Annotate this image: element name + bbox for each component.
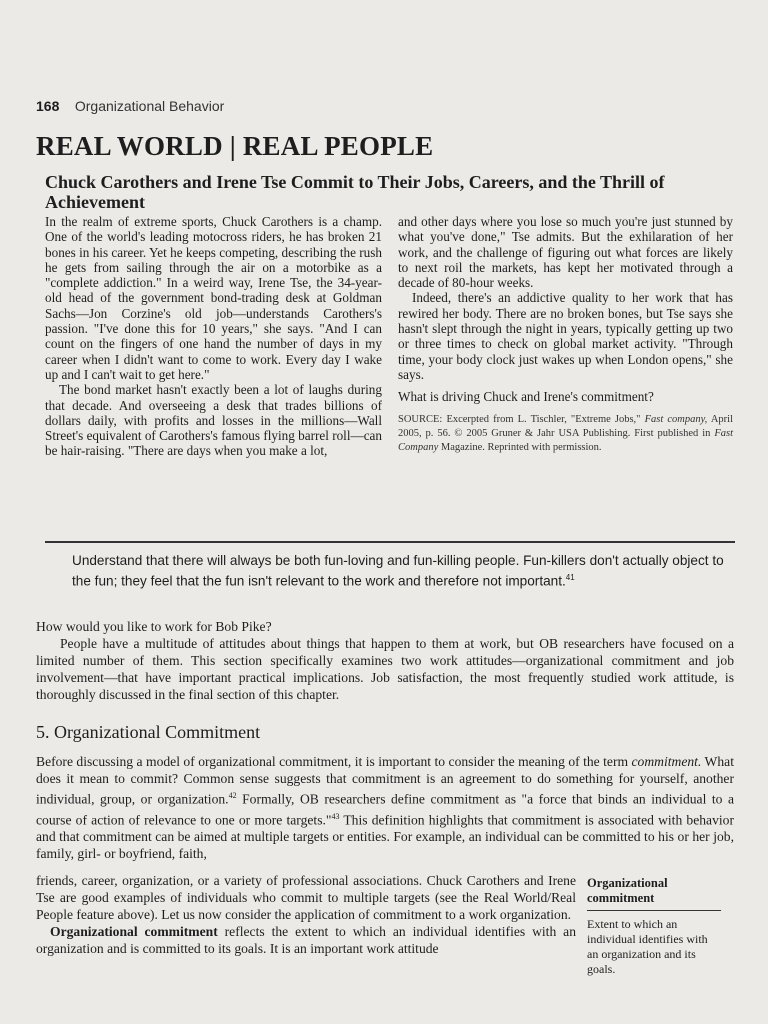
feature-right-column <box>398 214 733 455</box>
feature-subtitle: Chuck Carothers and Irene Tse Commit to Their Jobs, Careers, and the Thrill of Achievement <box>45 172 665 212</box>
margin-term: Organizational commitment <box>587 876 721 911</box>
section-body <box>36 753 734 862</box>
feature-divider <box>45 541 735 543</box>
publication-name: Fast Company <box>398 427 733 453</box>
section-intro <box>36 618 734 703</box>
feature-paragraph: In the realm of extreme sports, Chuck Carothers is a champ. One of the world's leading motocross riders, he has broken 21 bones in his career. Yet he keeps competing, describing the rush he gets from sailing through the air on a motorbike as a "complete addiction." In a weird way, Irene Tse, the 34-year-old head of the government bond-trading desk at Goldman Sachs—Jon Corzine's old job—understands Carothers's passion. "I've done this for 10 years," she says. "And I can count on the fingers of one hand the number of days in my career when I didn't want to come to work. Every day I wake up and I can't wait to get here." <box>45 214 382 382</box>
intro-question: How would you like to work for Bob Pike? <box>36 619 272 634</box>
section-paragraph: friends, career, organization, or a variety of professional associations. Chuck Carothers and Irene Tse are good examples of individuals who commit to multiple targets (see the Real World/Real People feature above). Let us now consider the application of commitment to a work organization. <box>36 873 576 922</box>
feature-paragraph: and other days where you lose so much you're just stunned by what you've done," Tse admits. But the exhilaration of her work, and the challenge of figuring out what forces are likely to next roil the markets, has kept her motivated through a decade of 80-hour weeks. <box>398 214 733 291</box>
footnote-ref: 43 <box>331 811 340 821</box>
source-label: SOURCE: <box>398 413 443 425</box>
feature-paragraph: Indeed, there's an addictive quality to her work that has rewired her body. There are no broken bones, but Tse says she hasn't slept through the night in years, typically getting up two or three times to check on global market activity. "Through time, your body clock just wakes up when London opens," she says. <box>398 290 733 382</box>
page-number: 168 <box>36 98 60 114</box>
section-paragraph: Organizational commitment reflects the extent to which an individual identifies with an organization and is committed to its goals. It is an important work attitude <box>36 924 577 956</box>
section-paragraph: Before discussing a model of organizational commitment, it is important to consider the meaning of the term commitment. What does it mean to commit? Common sense suggests that commitment is an agreement to do something for yourself, another individual, group, or organization.$^{42}$ Formally, OB researchers define commitment as "a force that binds an individual to a course of action of relevance to one or more targets."$^{43}$ This definition highlights that commitment is associated with behavior and that commitment can be aimed at multiple targets or entities. For example, an individual can be committed to his or her job, family, girl- or boyfriend, faith, <box>36 754 734 862</box>
footnote-ref: 41 <box>565 573 575 582</box>
chapter-title: Organizational Behavior <box>74 98 225 114</box>
pull-quote: Understand that there will always be both fun-loving and fun-killing people. Fun-killers don't actually object to the fun; they feel that the fun isn't relevant to the work and therefore not important.$^{41}$ <box>72 553 724 589</box>
section-body-continued <box>36 872 576 957</box>
feature-paragraph: The bond market hasn't exactly been a lot of laughs during that decade. And overseeing a desk that trades billions of dollars daily, with profits and losses in the millions—Wall Street's equivalent of Carothers's famous flying barrel roll—can be hair-raising. "There are days when you make a lot, <box>45 382 382 459</box>
intro-paragraph: People have a multitude of attitudes about things that happen to them at work, but OB researchers have focused on a limited number of them. This section specifically examines two work attitudes—organizational commitment and job involvement—that have important practical implications. Job satisfaction, the most frequently studied work attitude, is thoroughly discussed in the final section of this chapter. <box>36 636 734 702</box>
feature-question: What is driving Chuck and Irene's commitment? <box>398 389 654 405</box>
feature-left-column <box>45 214 382 459</box>
footnote-ref: 42 <box>228 791 237 800</box>
feature-title: REAL WORLD | REAL PEOPLE <box>36 131 434 161</box>
margin-definition-text: Extent to which an individual identifies with an organization and its goals. <box>587 917 708 976</box>
feature-source: SOURCE: Excerpted from L. Tischler, "Extreme Jobs," Fast company, April 2005, p. 56. © 2005 Gruner & Jahr USA Publishing. First published in Fast Company Magazine. Reprinted with permission. <box>398 413 734 453</box>
section-heading: 5. Organizational Commitment <box>36 722 261 742</box>
margin-definition <box>587 876 721 977</box>
emphasized-term: commitment. <box>631 754 702 769</box>
key-term: Organizational commitment <box>50 924 218 939</box>
running-header <box>36 98 224 116</box>
publication-name: Fast company, <box>644 413 708 425</box>
